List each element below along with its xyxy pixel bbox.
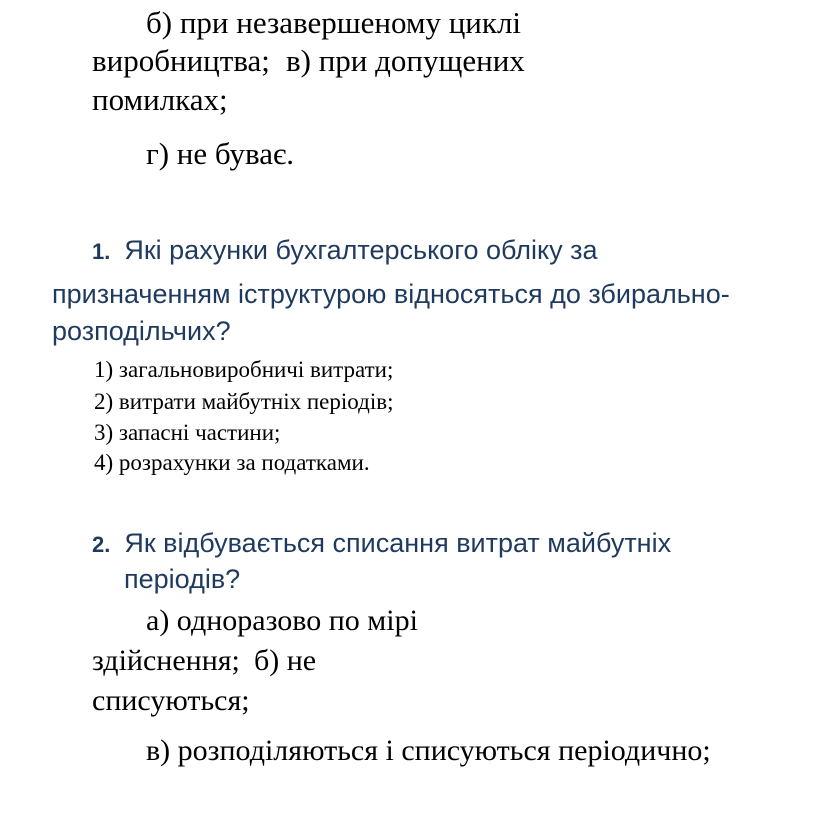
question-1-text-line3: розподільчих? <box>52 316 231 346</box>
question-1-text-line2: призначенням іструктурою відносяться до збирально- <box>52 279 730 309</box>
question-2-answer-a-line1: а) одноразово по мірі <box>146 604 418 637</box>
question-2-answer-b-line2: списуються; <box>92 684 250 717</box>
question-1-number: 1. <box>92 239 111 264</box>
answer-b-line1: б) при незавершеному циклі <box>146 5 522 40</box>
question-2-answer-v: в) розподіляються і списуються періодично; <box>146 734 711 767</box>
answer-b-line2: виробництва; <box>92 43 270 78</box>
question-1-text-line1: Які рахунки бухгалтерського обліку за <box>124 235 598 265</box>
question-2-answer-a-line2: здійснення; <box>92 644 240 677</box>
question-2-number: 2. <box>92 532 111 557</box>
question-2-answer-b-line1: б) не <box>254 644 317 677</box>
answer-g: г) не буває. <box>146 136 295 171</box>
question-2-text-line2: періодів? <box>124 564 241 594</box>
question-1-header <box>92 237 598 264</box>
question-1-option-1: 1) загальновиробничі витрати; <box>94 357 394 382</box>
answer-v-line2: помилках; <box>92 82 228 117</box>
answer-v-line1: в) при допущених <box>286 43 525 78</box>
question-2-header <box>92 530 671 557</box>
question-1-option-3: 3) запасні частини; <box>94 420 281 445</box>
question-2-text-line1: Як відбувається списання витрат майбутніх <box>124 528 672 558</box>
question-1-option-2: 2) витрати майбутніх періодів; <box>94 389 394 414</box>
question-1-option-4: 4) розрахунки за податками. <box>94 450 370 475</box>
